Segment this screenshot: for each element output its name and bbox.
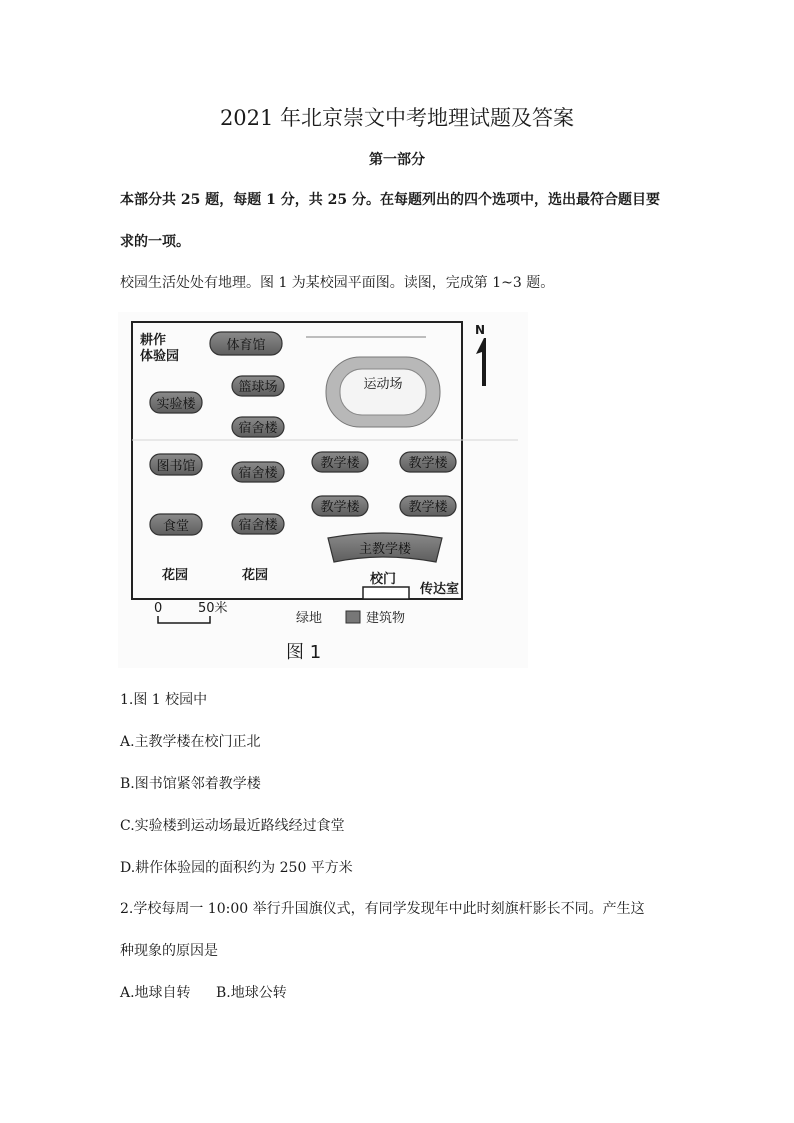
gym-label: 体育馆: [226, 338, 266, 353]
garden-label-2: 花园: [242, 568, 269, 583]
dorm-label-3: 宿舍楼: [238, 518, 278, 533]
gate-label: 校门: [370, 572, 397, 587]
basketball-label: 篮球场: [238, 380, 278, 395]
instructions-line-2: 求的一项。: [120, 234, 190, 250]
gate-mark: [363, 587, 409, 599]
instructions-line-1: 本部分共 25 题，每题 1 分，共 25 分。在每题列出的四个选项中，选出最符合题目要: [120, 192, 660, 208]
track-label: 运动场: [363, 377, 403, 392]
teaching-label-3: 教学楼: [320, 500, 360, 515]
question-1-option-b: B.图书馆紧邻着教学楼: [120, 776, 261, 792]
figure-caption: 图 1: [286, 642, 322, 663]
lab-label: 实验楼: [156, 397, 196, 412]
legend-green-label: 绿地: [296, 611, 323, 626]
track-top-strip: [306, 336, 426, 338]
section-heading: 第一部分: [369, 152, 425, 168]
legend-building-label: 建筑物: [366, 611, 406, 626]
north-label: N: [475, 323, 486, 337]
dorm-label-1: 宿舍楼: [238, 421, 278, 436]
track-inner: [340, 369, 426, 415]
campus-map-figure: [118, 312, 528, 668]
canteen-label: 食堂: [162, 519, 190, 534]
main-building-label: 主教学楼: [358, 542, 412, 557]
farm-label-2: 体验园: [140, 349, 180, 364]
legend-building-swatch: [346, 611, 360, 623]
question-1-option-c: C.实验楼到运动场最近路线经过食堂: [120, 818, 345, 834]
campus-map: [118, 312, 528, 668]
teaching-label-2: 教学楼: [408, 456, 448, 471]
question-2-option-a: A.地球自转: [120, 985, 191, 1001]
farm-label-1: 耕作: [140, 333, 167, 348]
question-lead: 校园生活处处有地理。图 1 为某校园平面图。读图，完成第 1~3 题。: [120, 275, 555, 291]
question-2-stem-line-1: 2.学校每周一 10:00 举行升国旗仪式，有同学发现年中此时刻旗杆影长不同。产生这: [120, 901, 645, 917]
garden-label-1: 花园: [162, 568, 189, 583]
library-label: 图书馆: [156, 459, 196, 474]
question-1-option-a: A.主教学楼在校门正北: [120, 734, 261, 750]
reception-label: 传达室: [420, 582, 460, 597]
question-1-stem: 1.图 1 校园中: [120, 692, 208, 708]
dorm-label-2: 宿舍楼: [238, 466, 278, 481]
question-2-stem-line-2: 种现象的原因是: [120, 943, 218, 959]
question-2-option-b: B.地球公转: [216, 985, 287, 1001]
question-1-option-d: D.耕作体验园的面积约为 250 平方米: [120, 860, 353, 876]
scale-label-zero: 0: [154, 601, 163, 616]
page-title: 2021 年北京崇文中考地理试题及答案: [219, 106, 575, 130]
teaching-label-4: 教学楼: [408, 500, 448, 515]
scale-label-fifty: 50米: [198, 601, 228, 616]
teaching-label-1: 教学楼: [320, 456, 360, 471]
